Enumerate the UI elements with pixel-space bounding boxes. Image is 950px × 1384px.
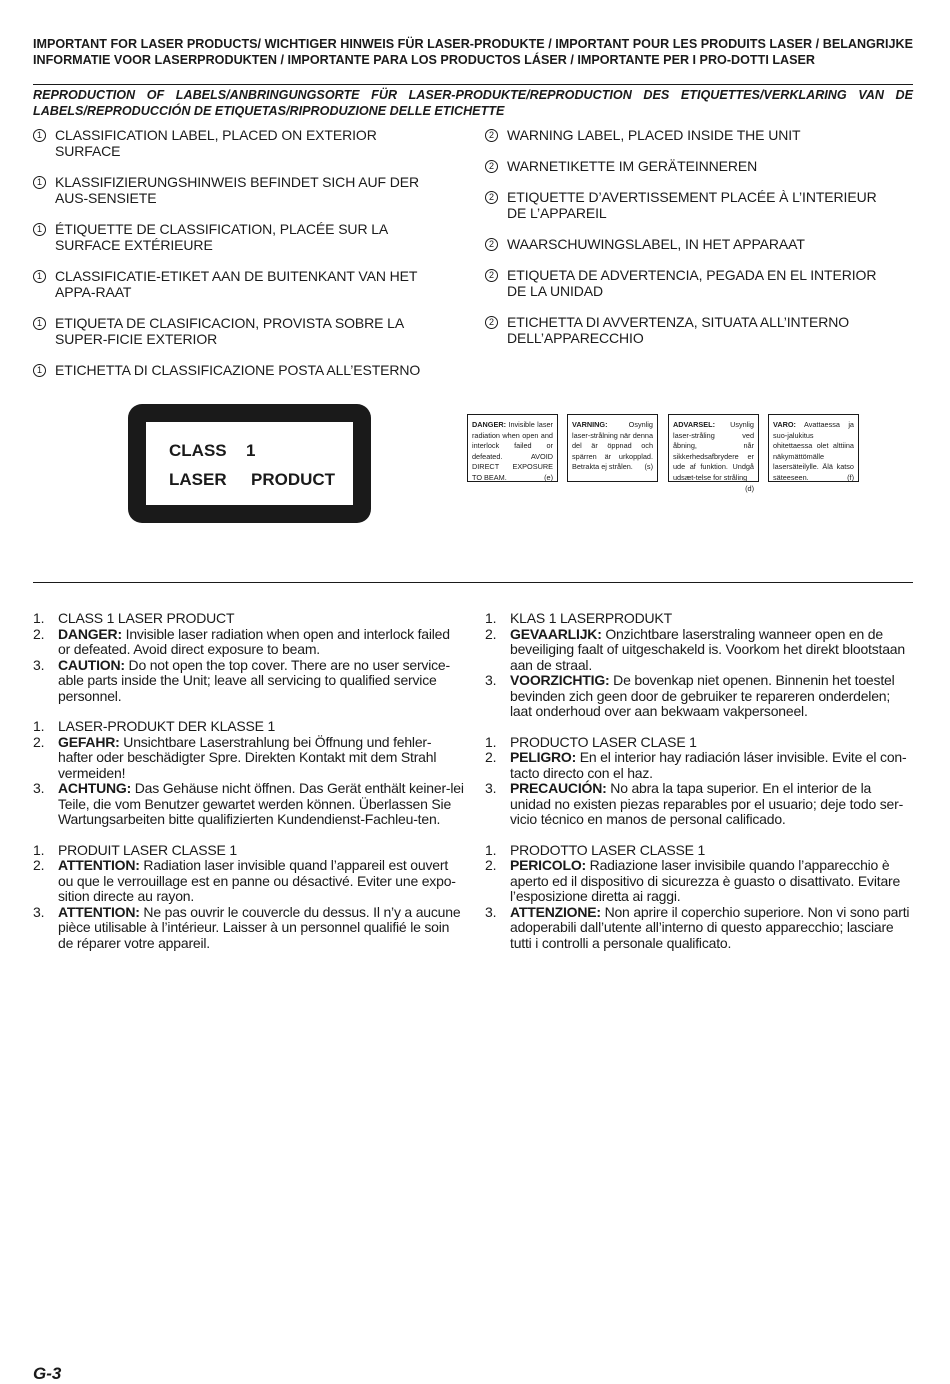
item-text: PRODUIT LASER CLASSE 1 [58, 841, 237, 858]
warning-heading: VARO: [773, 420, 796, 429]
numbered-item [485, 735, 913, 751]
item-number: 2. [485, 749, 497, 765]
item-number: 3. [33, 656, 45, 673]
item-label: ATTENTION: [58, 857, 140, 873]
item-number: 1. [485, 610, 497, 626]
label-location-item [33, 174, 443, 206]
item-label: PERICOLO: [510, 857, 586, 873]
section-divider [33, 582, 913, 583]
label-location-text: ETIQUETA DE CLASIFICACION, PROVISTA SOBRE LA SUPER-FICIE EXTERIOR [55, 315, 404, 347]
language-block [33, 611, 465, 704]
numbered-item [485, 750, 913, 781]
item-text: En el interior hay radiación láser invisible. Evite el con-tacto directo con el haz. [510, 749, 907, 781]
label-location-item [485, 127, 895, 143]
item-text: Invisible laser radiation when open and interlock failed or defeated. Avoid direct exposure to beam. [58, 625, 450, 657]
item-text: LASER-PRODUKT DER KLASSE 1 [58, 718, 276, 734]
item-number: 2. [33, 625, 45, 642]
warning-text: Usynlig laser-stråling ved åbning, når sikkerhedsafbrydere er ude af funktion. Undgå udsæt-telse for stråling [673, 420, 754, 482]
label-location-item [33, 221, 443, 253]
label-location-item [485, 236, 895, 252]
page-number: G-3 [33, 1364, 62, 1383]
circled-number-icon: 1 [33, 129, 46, 142]
label-location-text: KLASSIFIZIERUNGSHINWEIS BEFINDET SICH AUF DER AUS-SENSIETE [55, 174, 419, 206]
label-location-item [33, 362, 443, 378]
translations-left-column [33, 611, 465, 966]
item-number: 1. [485, 733, 497, 750]
numbered-item [485, 905, 913, 952]
numbered-item [33, 858, 465, 905]
item-text: PRODUCTO LASER CLASE 1 [510, 733, 697, 750]
label-location-item [33, 315, 443, 347]
warning-language-code: (e) [544, 472, 553, 482]
item-number: 3. [485, 903, 497, 920]
page-title: IMPORTANT FOR LASER PRODUCTS/ WICHTIGER HINWEIS FÜR LASER-PRODUKTE / IMPORTANT POUR LES PRODUITS LASER / BELANGRIJKE INFORMATIE VOOR LASERPRODUKTEN / IMPORTANTE PARA LOS PRODUCTOS LÁSER / IMPORTANTE PER I PRO-DOTTI LASER [33, 37, 913, 67]
item-text: Onzichtbare laserstraling wanneer open en de beveiliging faalt of uitgeschakeld is. Voorkom het direkt blootstaan aan de straal. [510, 625, 905, 673]
item-label: PRECAUCIÓN: [510, 780, 607, 796]
label-location-item [33, 127, 443, 159]
warning-language-code: (d) [745, 483, 754, 493]
label-location-item [33, 268, 443, 300]
item-text: Non aprire il coperchio superiore. Non vi sono parti adoperabili dall’utente all’interno di questo apparecchio; lasciare tutti i controlli a personale qualificato. [510, 903, 910, 951]
warning-heading: ADVARSEL: [673, 420, 716, 429]
item-label: ATTENZIONE: [510, 903, 601, 920]
warning-heading: VARNING: [572, 420, 608, 429]
numbered-item [485, 843, 913, 859]
numbered-item [33, 658, 465, 705]
numbered-item [33, 781, 465, 828]
warning-heading: DANGER: [472, 420, 507, 429]
label-location-text: ETIQUETTE D’AVERTISSEMENT PLACÉE À L’INTERIEUR DE L’APPAREIL [507, 189, 877, 221]
numbered-item [33, 735, 465, 782]
label-location-item [485, 267, 895, 299]
item-text: Ne pas ouvrir le couvercle du dessus. Il n’y a aucune pièce utilisable à l’intérieur. Laisser à un personnel qualifié le soin de réparer votre appareil. [58, 903, 461, 951]
label-location-text: ETIQUETA DE ADVERTENCIA, PEGADA EN EL INTERIOR DE LA UNIDAD [507, 267, 877, 299]
numbered-item [485, 858, 913, 905]
item-number: 2. [33, 733, 45, 750]
classification-label-list [33, 127, 443, 393]
item-number: 1. [485, 841, 497, 858]
item-text: No abra la tapa superior. En el interior de la unidad no existen piezas reparables por el usuario; deje todo ser-vicio técnico en manos de personal calificado. [510, 780, 904, 827]
item-number: 2. [33, 857, 45, 873]
label-location-text: CLASSIFICATIE-ETIKET AAN DE BUITENKANT VAN HET APPA-RAAT [55, 268, 418, 300]
item-label: PELIGRO: [510, 749, 577, 765]
item-label: DANGER: [58, 625, 122, 642]
numbered-item [485, 611, 913, 627]
label-location-text: ETICHETTA DI AVVERTENZA, SITUATA ALL’INTERNO DELL’APPARECCHIO [507, 314, 850, 346]
label-location-text: ETICHETTA DI CLASSIFICAZIONE POSTA ALL’ESTERNO [55, 362, 421, 378]
numbered-item [485, 627, 913, 674]
label-location-item [485, 189, 895, 221]
label-location-item [485, 314, 895, 346]
circled-number-icon: 2 [485, 316, 498, 329]
circled-number-icon: 2 [485, 269, 498, 282]
numbered-item [33, 843, 465, 859]
item-number: 1. [33, 718, 45, 734]
circled-number-icon: 2 [485, 191, 498, 204]
circled-number-icon: 1 [33, 270, 46, 283]
circled-number-icon: 2 [485, 238, 498, 251]
class-1-label-panel [146, 422, 353, 505]
warning-language-code: (s) [644, 462, 653, 472]
numbered-item [485, 781, 913, 828]
warning-label-finnish [768, 414, 859, 482]
class-1-laser-label [128, 404, 371, 523]
warning-text: Invisible laser radiation when open and interlock failed or defeated. AVOID DIRECT EXPOSURE TO BEAM. [472, 420, 553, 482]
item-text: Das Gehäuse nicht öffnen. Das Gerät enthält keiner-lei Teile, die vom Benutzer gewartet werden können. Überlassen Sie Wartungsarbeiten bitte qualifizierten Kundendienst-Fachleu-ten. [58, 780, 464, 827]
laser-word: LASER [169, 470, 227, 489]
warning-label-english [467, 414, 558, 482]
language-block [485, 843, 913, 952]
warning-label-list [485, 127, 895, 361]
language-block [485, 611, 913, 720]
numbered-item [33, 611, 465, 627]
class-number: 1 [246, 441, 256, 460]
product-word: PRODUCT [251, 470, 336, 489]
item-label: VOORZICHTIG: [510, 672, 610, 688]
circled-number-icon: 1 [33, 364, 46, 377]
item-label: ATTENTION: [58, 903, 140, 920]
item-number: 3. [485, 780, 497, 796]
numbered-item [33, 719, 465, 735]
label-location-text: WARNING LABEL, PLACED INSIDE THE UNIT [507, 127, 801, 143]
item-label: GEFAHR: [58, 733, 120, 750]
item-number: 3. [33, 780, 45, 796]
item-text: Radiation laser invisible quand l’appareil est ouvert ou que le verrouillage est en panne ou désactivé. Eviter une expo-sition directe au rayon. [58, 857, 456, 904]
warning-label-swedish [567, 414, 658, 482]
page-subtitle: REPRODUCTION OF LABELS/ANBRINGUNGSORTE FÜR LASER-PRODUKTE/REPRODUCTION DES ETIQUETTES/VERKLARING VAN DE LABELS/REPRODUCCIÓN DE ETIQUETAS/RIPRODUZIONE DELLE ETICHETTE [33, 88, 913, 118]
warning-text: Avattaessa ja suo-jalukitus ohitettaessa olet alttiina näkymättömälle lasersäteilylle. Älä katso säteeseen. [773, 420, 854, 482]
item-text: Do not open the top cover. There are no user service-able parts inside the Unit; leave all servicing to qualified service personnel. [58, 656, 450, 704]
class-label-line-2 [169, 470, 335, 490]
item-text: PRODOTTO LASER CLASSE 1 [510, 841, 706, 858]
language-block [33, 843, 465, 952]
language-block [485, 735, 913, 828]
warning-language-code: (f) [847, 472, 854, 482]
item-number: 1. [33, 841, 45, 858]
circled-number-icon: 1 [33, 176, 46, 189]
warning-text: Osynlig laser-strålning när denna del är öppnad och spärren är urkopplad. Betrakta ej strålen. [572, 420, 653, 472]
item-label: ACHTUNG: [58, 780, 132, 796]
item-number: 1. [33, 610, 45, 626]
item-text: KLAS 1 LASERPRODUKT [510, 610, 672, 626]
item-number: 2. [485, 625, 497, 642]
class-label-line-1 [169, 441, 255, 461]
circled-number-icon: 1 [33, 223, 46, 236]
label-location-text: ÉTIQUETTE DE CLASSIFICATION, PLACÉE SUR LA SURFACE EXTÉRIEURE [55, 221, 388, 253]
item-text: De bovenkap niet openen. Binnenin het toestel bevinden zich geen door de gebruiker te repareren onderdelen; laat onderhoud over aan bekwaam vakpersoneel. [510, 672, 895, 719]
item-text: Unsichtbare Laserstrahlung bei Öffnung und fehler-hafter oder beschädigter Spre. Direkten Kontakt mit dem Strahl vermeiden! [58, 733, 437, 781]
label-location-text: WARNETIKETTE IM GERÄTEINNEREN [507, 158, 758, 174]
circled-number-icon: 1 [33, 317, 46, 330]
label-location-text: WAARSCHUWINGSLABEL, IN HET APPARAAT [507, 236, 805, 252]
item-text: Radiazione laser invisibile quando l’apparecchio è aperto ed il dispositivo di sicurezza è guasto o disattivato. Evitare l’esposizione diretta ai raggi. [510, 857, 901, 904]
warning-label-danish [668, 414, 759, 493]
translations-right-column [485, 611, 913, 966]
item-label: GEVAARLIJK: [510, 625, 602, 642]
item-number: 2. [485, 857, 497, 873]
item-label: CAUTION: [58, 656, 125, 673]
numbered-item [33, 905, 465, 952]
circled-number-icon: 2 [485, 129, 498, 142]
numbered-item [485, 673, 913, 720]
header-divider [33, 84, 913, 85]
item-text: CLASS 1 LASER PRODUCT [58, 610, 235, 626]
class-word: CLASS [169, 441, 227, 460]
item-number: 3. [33, 903, 45, 920]
item-number: 3. [485, 672, 497, 688]
numbered-item [33, 627, 465, 658]
label-location-text: CLASSIFICATION LABEL, PLACED ON EXTERIOR SURFACE [55, 127, 377, 159]
language-block [33, 719, 465, 828]
label-location-item [485, 158, 895, 174]
circled-number-icon: 2 [485, 160, 498, 173]
